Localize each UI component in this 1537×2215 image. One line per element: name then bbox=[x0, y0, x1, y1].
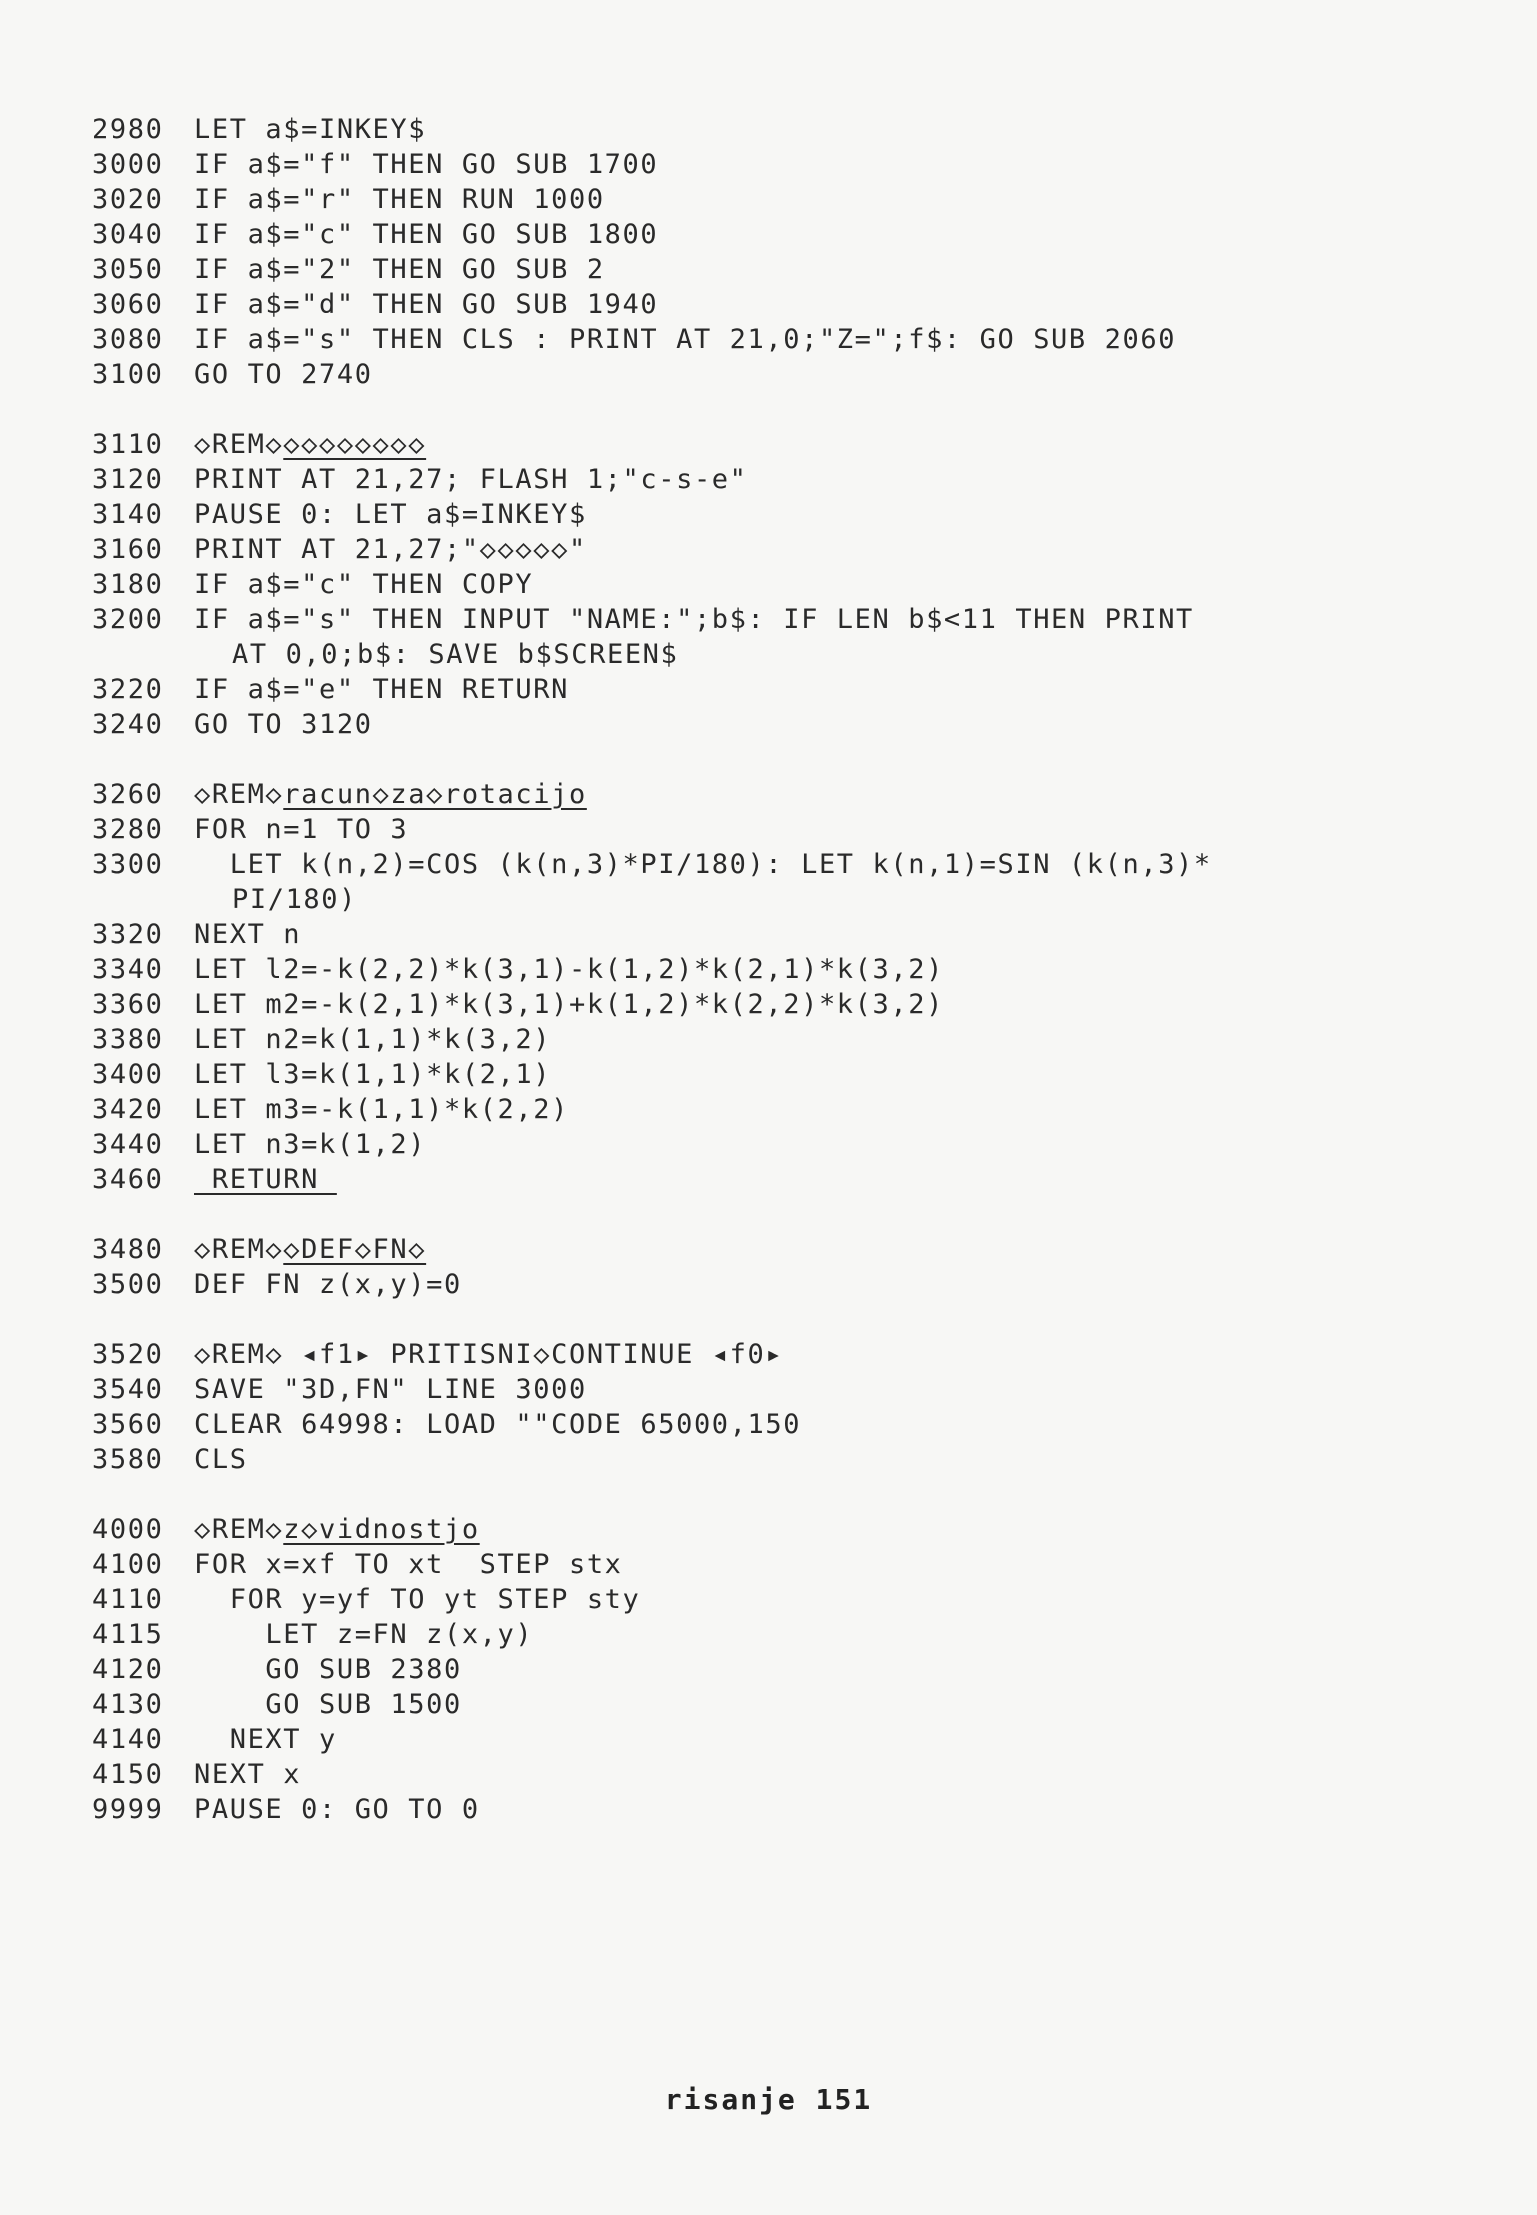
statement-text: LET l2=-k(2,2)*k(3,1)-k(1,2)*k(2,1)*k(3,2) bbox=[194, 954, 944, 985]
line-number: 3460 bbox=[92, 1164, 164, 1195]
statement-text: IF a$="s" THEN CLS : PRINT AT 21,0;"Z=";f$: GO SUB 2060 bbox=[194, 324, 1177, 355]
underlined-label: RETURN bbox=[194, 1164, 337, 1195]
statement-text: ◇REM◇ bbox=[194, 1234, 284, 1265]
line-number: 4150 bbox=[92, 1759, 164, 1790]
line-number: 4115 bbox=[92, 1619, 164, 1650]
statement-text: LET m2=-k(2,1)*k(3,1)+k(1,2)*k(2,2)*k(3,2) bbox=[194, 989, 944, 1020]
line-number: 4130 bbox=[92, 1689, 164, 1720]
code-line bbox=[92, 112, 1512, 147]
line-number: 3220 bbox=[92, 674, 164, 705]
code-line bbox=[92, 1652, 1512, 1687]
code-line bbox=[92, 217, 1512, 252]
line-number: 3340 bbox=[92, 954, 164, 985]
statement-text: SAVE "3D,FN" LINE 3000 bbox=[194, 1374, 587, 1405]
line-number: 3380 bbox=[92, 1024, 164, 1055]
code-line bbox=[92, 1442, 1512, 1477]
statement-text: LET k(n,2)=COS (k(n,3)*PI/180): LET k(n,1)=SIN (k(n,3)* bbox=[194, 849, 1212, 880]
code-line bbox=[92, 847, 1512, 882]
code-line bbox=[92, 462, 1512, 497]
statement-text: DEF FN z(x,y)=0 bbox=[194, 1269, 462, 1300]
code-line bbox=[92, 147, 1512, 182]
blank-line bbox=[92, 742, 1512, 777]
blank-line bbox=[92, 392, 1512, 427]
statement-text: LET l3=k(1,1)*k(2,1) bbox=[194, 1059, 552, 1090]
underlined-label: ◇◇◇◇◇◇◇◇ bbox=[283, 429, 427, 460]
statement-text: NEXT n bbox=[194, 919, 302, 950]
statement-text: LET n3=k(1,2) bbox=[194, 1129, 427, 1160]
statement-text: IF a$="r" THEN RUN 1000 bbox=[194, 184, 605, 215]
statement-text: NEXT x bbox=[194, 1759, 302, 1790]
statement-text: CLS bbox=[194, 1444, 248, 1475]
statement-text: ◇REM◇ bbox=[194, 1514, 284, 1545]
code-line bbox=[92, 1687, 1512, 1722]
line-number: 2980 bbox=[92, 114, 164, 145]
statement-text: IF a$="f" THEN GO SUB 1700 bbox=[194, 149, 659, 180]
line-number: 3500 bbox=[92, 1269, 164, 1300]
line-number: 3020 bbox=[92, 184, 164, 215]
code-line bbox=[92, 672, 1512, 707]
code-line bbox=[92, 1617, 1512, 1652]
code-line-continuation: AT 0,0;b$: SAVE b$SCREEN$ bbox=[232, 639, 679, 670]
code-line bbox=[92, 1127, 1512, 1162]
statement-text: IF a$="d" THEN GO SUB 1940 bbox=[194, 289, 659, 320]
code-line bbox=[92, 1547, 1512, 1582]
line-number: 4140 bbox=[92, 1724, 164, 1755]
code-line bbox=[92, 1372, 1512, 1407]
code-line bbox=[92, 1267, 1512, 1302]
statement-text: IF a$="c" THEN GO SUB 1800 bbox=[194, 219, 659, 250]
statement-text: LET m3=-k(1,1)*k(2,2) bbox=[194, 1094, 569, 1125]
line-number: 4110 bbox=[92, 1584, 164, 1615]
line-number: 3420 bbox=[92, 1094, 164, 1125]
code-line bbox=[92, 287, 1512, 322]
statement-text: IF a$="e" THEN RETURN bbox=[194, 674, 569, 705]
statement-text: IF a$="2" THEN GO SUB 2 bbox=[194, 254, 605, 285]
line-number: 9999 bbox=[92, 1794, 164, 1825]
line-number: 3100 bbox=[92, 359, 164, 390]
line-number: 3060 bbox=[92, 289, 164, 320]
blank-line bbox=[92, 1197, 1512, 1232]
statement-text: ◇REM◇ bbox=[194, 779, 284, 810]
program-listing bbox=[92, 112, 1512, 1827]
code-line bbox=[92, 777, 1512, 812]
line-number: 3180 bbox=[92, 569, 164, 600]
line-number: 3120 bbox=[92, 464, 164, 495]
line-number: 4120 bbox=[92, 1654, 164, 1685]
underlined-label: ◇DEF◇FN◇ bbox=[283, 1234, 427, 1265]
code-line bbox=[92, 1792, 1512, 1827]
line-number: 3440 bbox=[92, 1129, 164, 1160]
line-number: 4000 bbox=[92, 1514, 164, 1545]
statement-text: FOR x=xf TO xt STEP stx bbox=[194, 1549, 623, 1580]
code-line bbox=[92, 1022, 1512, 1057]
code-line bbox=[92, 1722, 1512, 1757]
code-line bbox=[92, 987, 1512, 1022]
statement-text: IF a$="c" THEN COPY bbox=[194, 569, 534, 600]
line-number: 3240 bbox=[92, 709, 164, 740]
statement-text: GO SUB 2380 bbox=[194, 1654, 462, 1685]
code-line bbox=[92, 602, 1512, 637]
line-number: 3050 bbox=[92, 254, 164, 285]
statement-text: GO SUB 1500 bbox=[194, 1689, 462, 1720]
line-number: 3260 bbox=[92, 779, 164, 810]
line-number: 3160 bbox=[92, 534, 164, 565]
line-number: 3080 bbox=[92, 324, 164, 355]
code-line bbox=[92, 952, 1512, 987]
underlined-label: z◇vidnostjo bbox=[283, 1514, 480, 1545]
statement-text: CLEAR 64998: LOAD ""CODE 65000,150 bbox=[194, 1409, 802, 1440]
code-line bbox=[92, 322, 1512, 357]
statement-text: PRINT AT 21,27;"◇◇◇◇◇" bbox=[194, 534, 587, 565]
code-line bbox=[92, 532, 1512, 567]
statement-text: ◇REM◇ ◂f1▸ PRITISNI◇CONTINUE ◂f0▸ bbox=[194, 1339, 784, 1370]
line-number: 3320 bbox=[92, 919, 164, 950]
blank-line bbox=[92, 1477, 1512, 1512]
line-number: 3140 bbox=[92, 499, 164, 530]
code-line bbox=[92, 812, 1512, 847]
code-line bbox=[92, 1512, 1512, 1547]
code-line bbox=[92, 707, 1512, 742]
statement-text: LET n2=k(1,1)*k(3,2) bbox=[194, 1024, 552, 1055]
code-line bbox=[92, 497, 1512, 532]
line-number: 3560 bbox=[92, 1409, 164, 1440]
code-line bbox=[92, 252, 1512, 287]
line-number: 3580 bbox=[92, 1444, 164, 1475]
line-number: 3280 bbox=[92, 814, 164, 845]
statement-text: NEXT y bbox=[194, 1724, 337, 1755]
code-line bbox=[92, 1337, 1512, 1372]
code-line bbox=[92, 1582, 1512, 1617]
line-number: 3300 bbox=[92, 849, 164, 880]
line-number: 3540 bbox=[92, 1374, 164, 1405]
code-line bbox=[92, 427, 1512, 462]
code-line bbox=[92, 1162, 1512, 1197]
page-footer: risanje 151 bbox=[664, 2083, 873, 2116]
line-number: 3000 bbox=[92, 149, 164, 180]
code-line bbox=[92, 1407, 1512, 1442]
statement-text: IF a$="s" THEN INPUT "NAME:";b$: IF LEN b$<11 THEN PRINT bbox=[194, 604, 1194, 635]
line-number: 3040 bbox=[92, 219, 164, 250]
code-line bbox=[92, 1092, 1512, 1127]
statement-text: GO TO 3120 bbox=[194, 709, 373, 740]
blank-line bbox=[92, 1302, 1512, 1337]
line-number: 3110 bbox=[92, 429, 164, 460]
underlined-label: racun◇za◇rotacijo bbox=[283, 779, 587, 810]
line-number: 4100 bbox=[92, 1549, 164, 1580]
code-line bbox=[92, 182, 1512, 217]
code-line bbox=[92, 567, 1512, 602]
line-number: 3520 bbox=[92, 1339, 164, 1370]
statement-text: LET z=FN z(x,y) bbox=[194, 1619, 534, 1650]
statement-text: FOR n=1 TO 3 bbox=[194, 814, 409, 845]
code-line bbox=[92, 1757, 1512, 1792]
code-line-continuation: PI/180) bbox=[232, 884, 357, 915]
code-line bbox=[92, 1232, 1512, 1267]
statement-text: LET a$=INKEY$ bbox=[194, 114, 427, 145]
line-number: 3480 bbox=[92, 1234, 164, 1265]
statement-text: PAUSE 0: LET a$=INKEY$ bbox=[194, 499, 587, 530]
statement-text: ◇REM◇ bbox=[194, 429, 284, 460]
code-line bbox=[92, 357, 1512, 392]
statement-text: PAUSE 0: GO TO 0 bbox=[194, 1794, 480, 1825]
statement-text: PRINT AT 21,27; FLASH 1;"c-s-e" bbox=[194, 464, 748, 495]
line-number: 3360 bbox=[92, 989, 164, 1020]
statement-text: GO TO 2740 bbox=[194, 359, 373, 390]
line-number: 3200 bbox=[92, 604, 164, 635]
code-line bbox=[92, 1057, 1512, 1092]
statement-text: FOR y=yf TO yt STEP sty bbox=[194, 1584, 641, 1615]
code-line bbox=[92, 917, 1512, 952]
line-number: 3400 bbox=[92, 1059, 164, 1090]
